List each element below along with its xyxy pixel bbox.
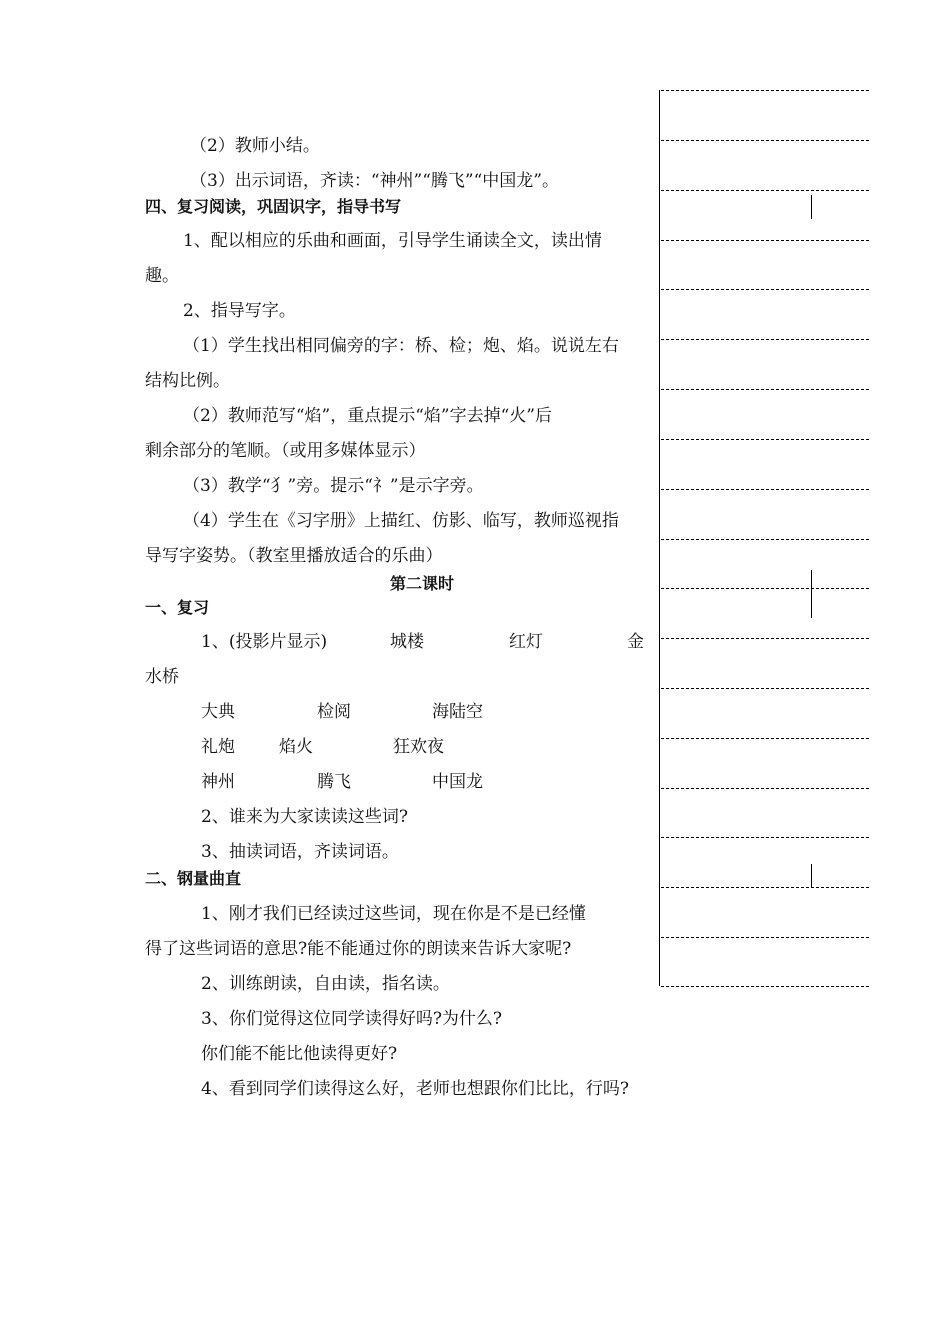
lesson-title: 第二课时	[390, 574, 455, 593]
note-line	[661, 289, 869, 290]
note-line	[661, 788, 869, 789]
vocab-word: 城楼	[390, 632, 424, 652]
text-line: （3）出示词语，齐读：“神州”“腾飞”“中国龙”。	[190, 171, 559, 191]
note-line	[661, 688, 869, 689]
text-line: 剩余部分的笔顺。（或用多媒体显示）	[145, 441, 426, 461]
text-line: 2、训练朗读，自由读，指名读。	[201, 974, 450, 994]
text-line: 2、指导写字。	[183, 301, 296, 321]
note-line	[661, 90, 869, 91]
text-line: 导写字姿势。（教室里播放适合的乐曲）	[145, 546, 443, 566]
vocab-word: 金	[627, 632, 644, 652]
vocab-word: 腾飞	[317, 772, 351, 792]
text-line: （2）教师范写“焰”，重点提示“焰”字去掉“火”后	[183, 406, 552, 426]
text-line: （3）教学“犭”旁。提示“礻”是示字旁。	[183, 476, 484, 496]
note-line	[661, 140, 869, 141]
note-marker	[811, 864, 812, 888]
note-marker	[811, 570, 812, 618]
text-line: 趣。	[145, 266, 179, 286]
note-line	[661, 539, 869, 540]
note-marker	[811, 195, 812, 219]
note-line	[661, 887, 869, 888]
text-line: 3、你们觉得这位同学读得好吗?为什么?	[201, 1009, 503, 1029]
text-line: 2、谁来为大家读读这些词?	[201, 807, 408, 827]
text-line: （4）学生在《习字册》上描红、仿影、临写，教师巡视指	[183, 511, 619, 531]
text-line: （2）教师小结。	[190, 136, 320, 156]
note-line	[661, 837, 869, 838]
note-line	[661, 339, 869, 340]
vocab-word: 礼炮	[201, 737, 235, 757]
note-line	[661, 937, 869, 938]
vocab-word: 大典	[201, 702, 235, 722]
note-line	[661, 638, 869, 639]
note-line	[661, 588, 869, 589]
section-heading: 四、复习阅读，巩固识字，指导书写	[145, 197, 402, 216]
vocab-word: 检阅	[317, 702, 351, 722]
vocab-word: 狂欢夜	[393, 737, 444, 757]
text-line: 4、看到同学们读得这么好，老师也想跟你们比比，行吗?	[201, 1079, 629, 1099]
note-line	[661, 489, 869, 490]
vocab-word: 海陆空	[432, 702, 483, 722]
text-line: 1、配以相应的乐曲和画面，引导学生诵读全文，读出情	[183, 231, 602, 251]
text-line: 水桥	[145, 667, 179, 687]
note-line	[661, 986, 869, 987]
section-heading: 二、钢量曲直	[145, 869, 242, 888]
note-line	[661, 738, 869, 739]
text-line: 结构比例。	[145, 371, 230, 391]
text-line: 你们能不能比他读得更好?	[201, 1044, 398, 1064]
vocab-word: 焰火	[279, 737, 313, 757]
note-line	[661, 389, 869, 390]
text-line: 1、(投影片显示)	[201, 632, 328, 652]
vocab-word: 红灯	[509, 632, 543, 652]
text-line: 3、抽读词语，齐读词语。	[201, 842, 399, 862]
section-heading: 一、复习	[145, 598, 210, 617]
vocab-word: 神州	[201, 772, 235, 792]
note-line	[661, 439, 869, 440]
vocab-word: 中国龙	[432, 772, 483, 792]
note-line	[661, 190, 869, 191]
note-line	[661, 240, 869, 241]
notes-column	[659, 90, 871, 986]
text-line: 得了这些词语的意思?能不能通过你的朗读来告诉大家呢?	[145, 939, 572, 959]
text-line: 1、刚才我们已经读过这些词，现在你是不是已经懂	[201, 904, 586, 924]
notes-column-border	[659, 90, 660, 986]
text-line: （1）学生找出相同偏旁的字：桥、检；炮、焰。说说左右	[183, 336, 619, 356]
